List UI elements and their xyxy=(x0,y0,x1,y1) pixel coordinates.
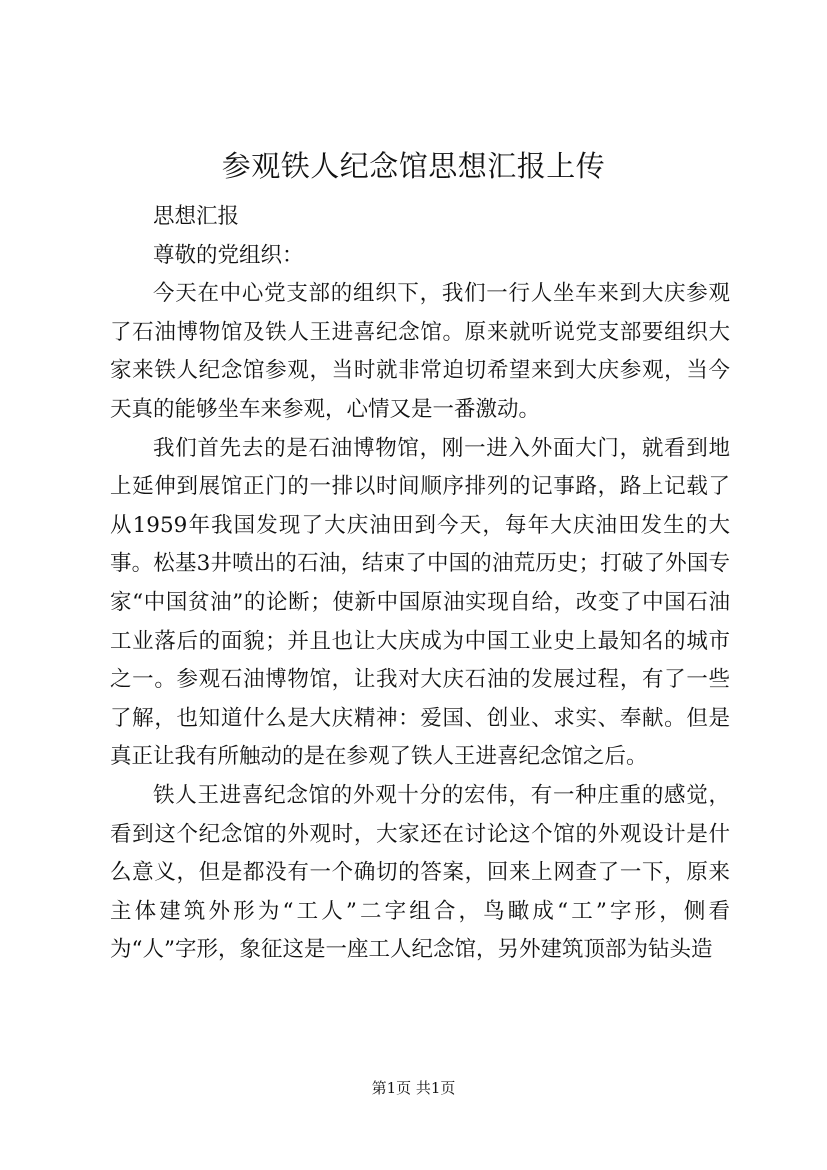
document-title: 参观铁人纪念馆思想汇报上传 xyxy=(221,149,606,183)
paragraph-heading: 思想汇报 xyxy=(153,204,240,229)
paragraph-intro: 今天在中心党支部的组织下，我们一行人坐车来到大庆参观了石油博物馆及铁人王进喜纪念馆。原来就听说党支部要组织大家来铁人纪念馆参观，当时就非常迫切希望来到大庆参观，当今天真的能够坐车来参观，心情又是一番激动。 xyxy=(110,281,730,422)
paragraph-memorial: 铁人王进喜纪念馆的外观十分的宏伟，有一种庄重的感觉，看到这个纪念馆的外观时，大家还在讨论这个馆的外观设计是什么意义，但是都没有一个确切的答案，回来上网查了一下，原来主体建筑外形为“工人”二字组合，鸟瞰成“工”字形，侧看为“人”字形，象征这是一座工人纪念馆，另外建筑顶部为钻头造 xyxy=(110,782,730,963)
paragraph-museum: 我们首先去的是石油博物馆，刚一进入外面大门，就看到地上延伸到展馆正门的一排以时间顺序排列的记事路，路上记载了从1959年我国发现了大庆油田到今天，每年大庆油田发生的大事。松基3井喷出的石油，结束了中国的油荒历史；打破了外国专家“中国贫油”的论断；使新中国原油实现自给，改变了中国石油工业落后的面貌；并且也让大庆成为中国工业史上最知名的城市之一。参观石油博物馆，让我对大庆石油的发展过程，有了一些了解，也知道什么是大庆精神：爱国、创业、求实、奉献。但是真正让我有所触动的是在参观了铁人王进喜纪念馆之后。 xyxy=(110,435,730,770)
page-footer: 第1页 共1页 xyxy=(371,1079,456,1097)
document-body xyxy=(110,198,730,970)
paragraph-salutation: 尊敬的党组织： xyxy=(153,242,304,268)
